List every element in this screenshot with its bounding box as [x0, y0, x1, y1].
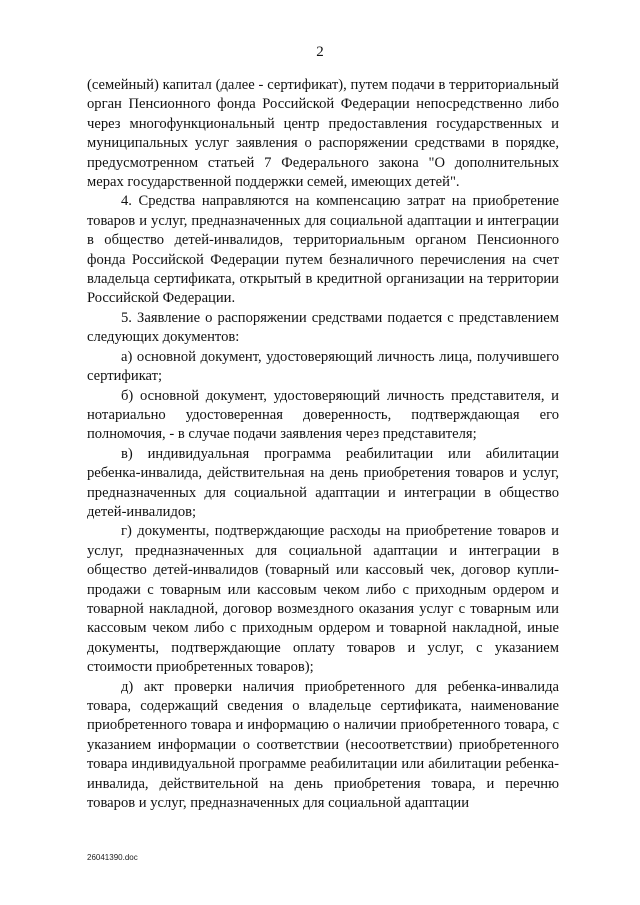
paragraph-item-5: 5. Заявление о распоряжении средствами подается с представлением следующих документов: — [87, 309, 559, 346]
paragraph-continuation: (семейный) капитал (далее - сертификат), путем подачи в территориальный орган Пенсионного фонда Российской Федерации непосредственно либо через многофункциональный центр предоставления государственных и муниципальных услуг заявления о распоряжении средствами в порядке, предусмотренном статьей 7 Федерального закона "О дополнительных мерах государственной поддержки семей, имеющих детей". — [87, 77, 559, 191]
paragraph-subitem-a: а) основной документ, удостоверяющий личность лица, получившего сертификат; — [87, 348, 559, 385]
document-filename-footer: 26041390.doc — [87, 853, 138, 862]
page-number: 2 — [316, 44, 324, 60]
paragraph-subitem-g: г) документы, подтверждающие расходы на приобретение товаров и услуг, предназначенных для социальной адаптации и интеграции в общество детей-инвалидов (товарный или кассовый чек, договор купли-продажи с товарным или кассовым чеком либо с приходным ордером и товарной накладной, договор возмездного оказания услуг с товарным или кассовым чеком либо с приходным ордером и товарной накладной, иные документы, подтверждающие оплату товаров и услуг, с указанием стоимости приобретенных товаров); — [87, 523, 559, 676]
paragraph-item-4: 4. Средства направляются на компенсацию затрат на приобретение товаров и услуг, предназначенных для социальной адаптации и интеграции в общество детей-инвалидов, территориальным органом Пенсионного фонда Российской Федерации путем безналичного перечисления на счет владельца сертификата, открытый в кредитной организации на территории Российской Федерации. — [87, 193, 559, 307]
paragraph-subitem-d: д) акт проверки наличия приобретенного для ребенка-инвалида товара, содержащий сведения о владельце сертификата, наименование приобретенного товара и информацию о наличии приобретенного товара, с указанием информации о соответствии (несоответствии) приобретенного товара индивидуальной программе реабилитации или абилитации ребенка-инвалида, действительной на день приобретения товара, и перечню товаров и услуг, предназначенных для социальной адаптации — [87, 678, 559, 812]
document-body — [87, 76, 559, 813]
paragraph-subitem-b: б) основной документ, удостоверяющий личность представителя, и нотариально удостоверенная доверенность, подтверждающая его полномочия, - в случае подачи заявления через представителя; — [87, 387, 559, 443]
paragraph-subitem-v: в) индивидуальная программа реабилитации или абилитации ребенка-инвалида, действительная на день приобретения товаров и услуг, предназначенных для социальной адаптации и интеграции в общество детей-инвалидов; — [87, 445, 559, 520]
